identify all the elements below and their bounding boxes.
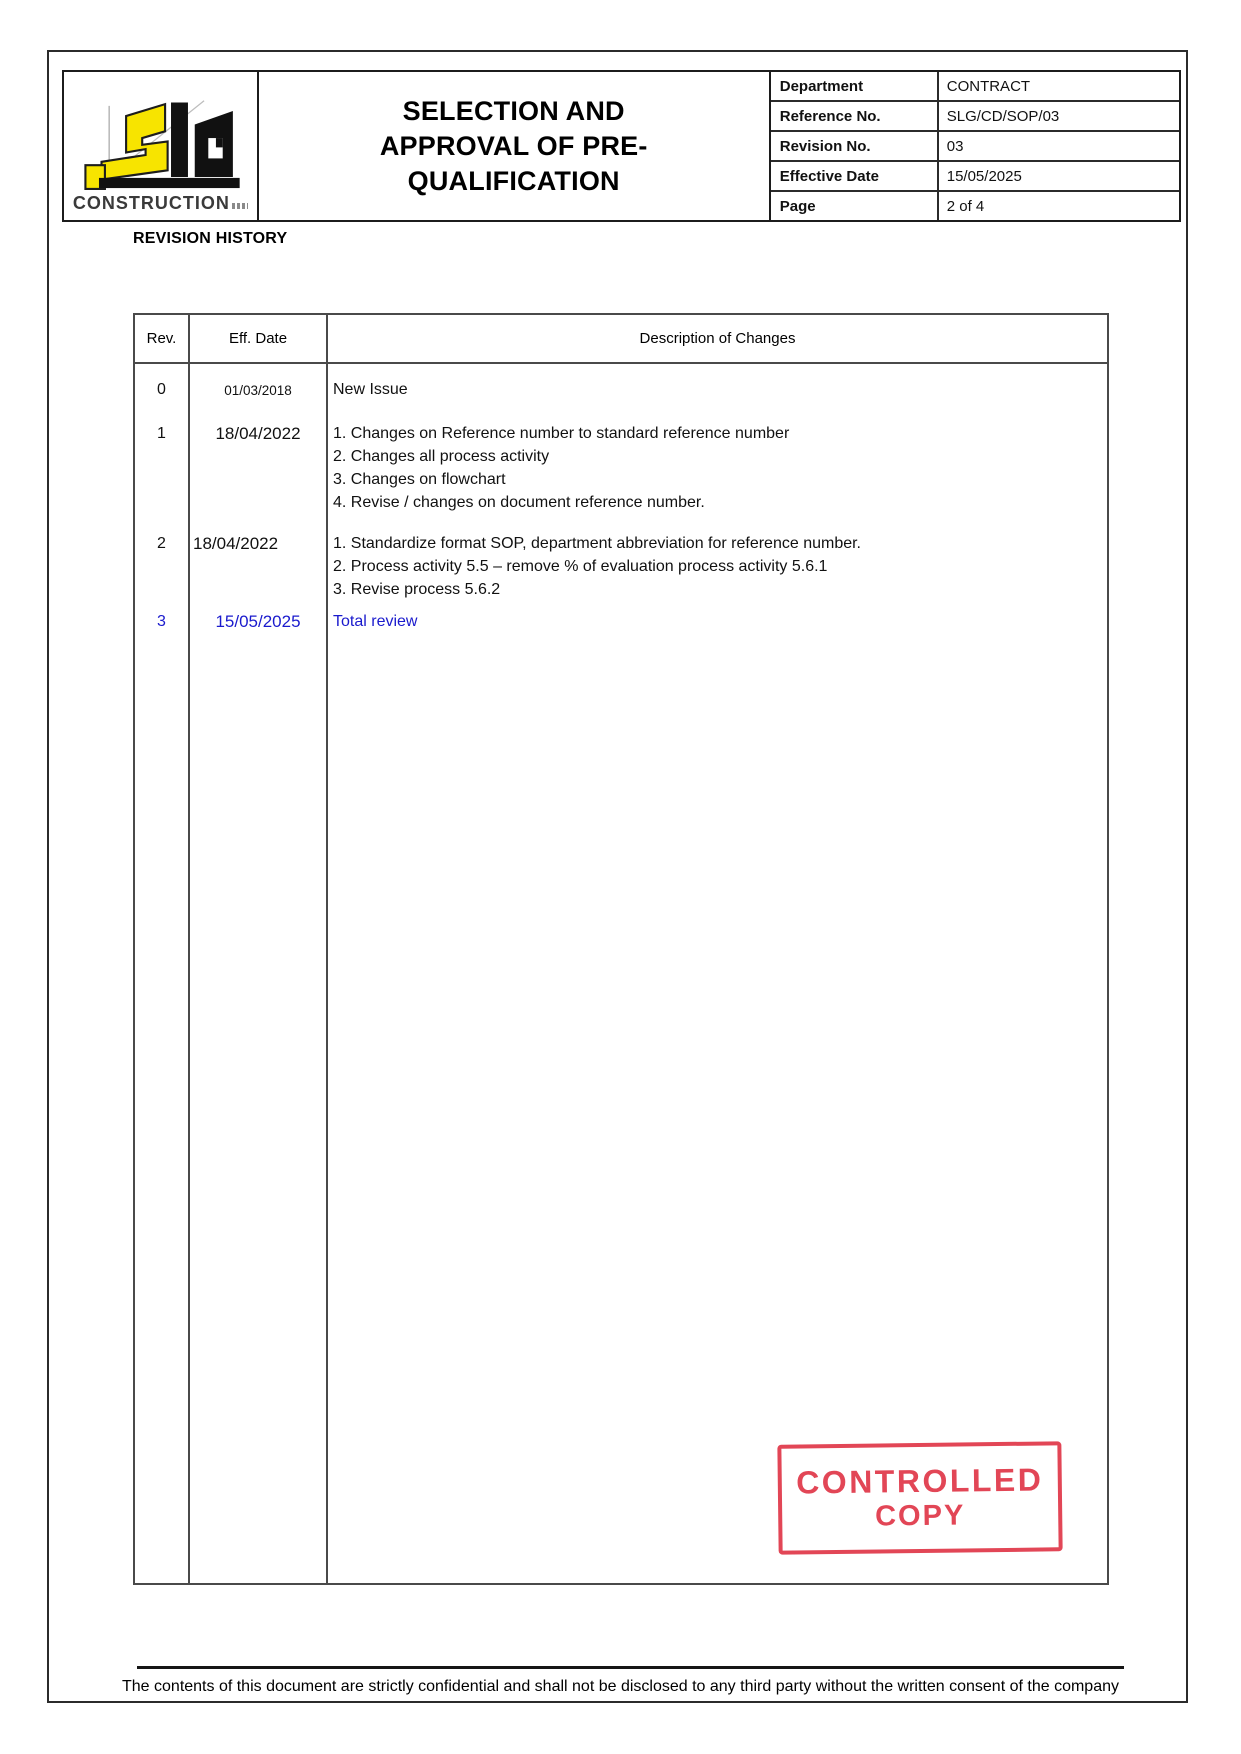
description-item: 2. Changes all process activity	[333, 448, 550, 465]
stamp-text-controlled: CONTROLLED	[795, 1461, 1044, 1501]
eff-date-column	[190, 364, 328, 1583]
title-line-1: SELECTION AND	[402, 95, 625, 126]
column-header-description: Description of Changes	[639, 330, 796, 347]
rev-number-column	[135, 364, 190, 1583]
eff-date-1: 18/04/2022	[215, 424, 301, 443]
controlled-copy-stamp	[777, 1441, 1062, 1554]
info-label-revision: Revision No.	[771, 132, 939, 160]
description-item: 2. Process activity 5.5 – remove % of evaluation process activity 5.6.1	[333, 558, 828, 575]
revision-table-body	[135, 364, 1107, 1583]
column-header-eff-date: Eff. Date	[190, 315, 328, 362]
document-header	[62, 70, 1181, 222]
info-row-department	[771, 72, 1179, 102]
description-item: 1. Changes on Reference number to standard reference number	[333, 425, 790, 442]
description-item: 1. Standardize format SOP, department abbreviation for reference number.	[333, 535, 861, 552]
document-info-table	[771, 72, 1179, 220]
logo-small-text	[232, 203, 248, 209]
info-label-page: Page	[771, 192, 939, 220]
description-rev-2	[328, 532, 1107, 601]
info-label-reference: Reference No.	[771, 102, 939, 130]
rev-number-3: 3	[157, 613, 166, 630]
info-label-effective-date: Effective Date	[771, 162, 939, 190]
stamp-text-copy: COPY	[874, 1499, 966, 1533]
rev-number-1: 1	[157, 425, 166, 442]
company-logo	[64, 72, 259, 220]
eff-date-2: 18/04/2022	[193, 534, 279, 553]
description-item: 4. Revise / changes on document reference number.	[333, 494, 705, 511]
revision-history-heading: REVISION HISTORY	[133, 230, 288, 247]
info-row-page	[771, 192, 1179, 220]
footer-divider	[137, 1666, 1124, 1669]
revision-table-header-row	[135, 315, 1107, 364]
description-item: 3. Changes on flowchart	[333, 471, 506, 488]
description-rev-3	[328, 610, 1107, 633]
slg-logo-icon	[75, 94, 245, 194]
description-item: 3. Revise process 5.6.2	[333, 581, 501, 598]
info-value-revision: 03	[946, 137, 964, 155]
description-rev-0	[328, 378, 1107, 401]
info-value-page: 2 of 4	[946, 197, 985, 215]
logo-brand-text	[73, 194, 248, 214]
description-item: New Issue	[333, 381, 408, 398]
title-line-3: QUALIFICATION	[407, 165, 620, 196]
info-row-revision	[771, 132, 1179, 162]
document-title	[259, 72, 771, 220]
confidentiality-notice: The contents of this document are strictly confidential and shall not be disclosed to any third party without the written consent of the company	[122, 1678, 1119, 1695]
revision-history-table	[133, 313, 1109, 1585]
description-column	[328, 364, 1107, 1583]
info-value-department: CONTRACT	[946, 77, 1031, 95]
description-rev-1	[328, 422, 1107, 514]
eff-date-0: 01/03/2018	[224, 383, 292, 398]
info-label-department: Department	[771, 72, 939, 100]
rev-number-2: 2	[157, 535, 166, 552]
logo-brand-label: CONSTRUCTION	[72, 193, 230, 213]
info-value-reference: SLG/CD/SOP/03	[946, 107, 1060, 125]
column-header-rev: Rev.	[135, 315, 190, 362]
info-value-effective-date: 15/05/2025	[946, 167, 1022, 185]
description-item: Total review	[333, 613, 418, 630]
info-row-effective-date	[771, 162, 1179, 192]
info-row-reference	[771, 102, 1179, 132]
rev-number-0: 0	[157, 381, 166, 398]
eff-date-3: 15/05/2025	[215, 612, 301, 631]
title-line-2: APPROVAL OF PRE-	[379, 130, 648, 161]
